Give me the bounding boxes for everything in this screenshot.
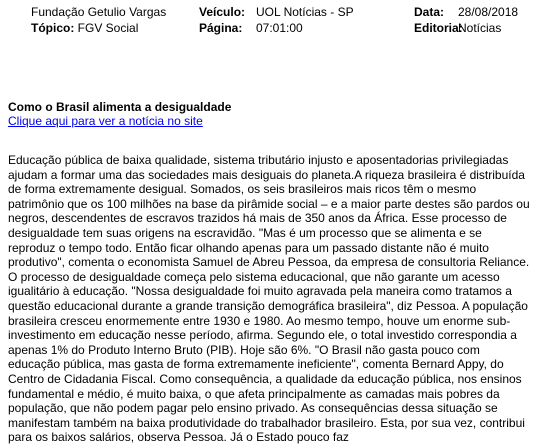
- section-label: Editoria:: [414, 21, 463, 35]
- clipping-metadata: [0, 4, 538, 36]
- topic-group: [31, 20, 138, 36]
- date-value: 28/08/2018: [458, 5, 519, 19]
- section-value: Notícias: [458, 21, 502, 35]
- page-label: Página:: [199, 21, 243, 35]
- article-title: Como o Brasil alimenta a desigualdade: [8, 100, 232, 114]
- topic-value: FGV Social: [77, 21, 139, 35]
- metadata-row-1: [0, 4, 538, 20]
- metadata-row-2: [0, 20, 538, 36]
- vehicle-label: Veículo:: [199, 5, 246, 19]
- vehicle-value: UOL Notícias - SP: [256, 5, 354, 19]
- page-value: 07:01:00: [256, 21, 303, 35]
- view-on-site-link[interactable]: Clique aqui para ver a notícia no site: [8, 114, 203, 128]
- date-label: Data:: [414, 5, 445, 19]
- article-body: Educação pública de baixa qualidade, sistema tributário injusto e aposentadorias privilegiadas ajudam a formar uma das sociedades mais desiguais do planeta.A riqueza brasileira é distribuída de forma extremamente desigual. Somados, os seis brasileiros mais ricos têm o mesmo patrimônio que os 100 milhões na base da pirâmide social – e a maior parte destes são pardos ou negros, descendentes de escravos trazidos há mais de 350 anos da África. Esse processo de desigualdade tem suas origens na escravidão. "Mas é um processo que se alimenta e se reproduz o tempo todo. Então ficar olhando apenas para um passado distante não é muito produtivo", comenta o economista Samuel de Abreu Pessoa, da empresa de consultoria Reliance. O processo de desigualdade começa pelo sistema educacional, que não garante um acesso igualitário à educação. "Nossa desigualdade foi muito agravada pela maneira como tratamos a questão educacional durante a grande transição demográfica brasileira", diz Pessoa. A população brasileira cresceu enormemente entre 1930 e 1980. Ao mesmo tempo, houve um enorme sub-investimento em educação nesse período, afirma. Segundo ele, o total investido correspondia a apenas 1% do Produto Interno Bruto (PIB). Hoje são 6%. "O Brasil não gasta pouco com educação pública, mas gasta de forma extremamente ineficiente", comenta Bernard Appy, do Centro de Cidadania Fiscal. Como consequência, a qualidade da educação pública, nos ensinos fundamental e médio, é muito baixa, o que afeta principalmente as camadas mais pobres da população, que não podem pagar pelo ensino privado. As consequências dessa situação se manifestam também na baixa produtividade do trabalhador brasileiro. Esta, por sua vez, contribui para os baixos salários, observa Pessoa. Já o Estado pouco faz: [8, 153, 530, 445]
- topic-label: Tópico:: [31, 21, 75, 35]
- source-name: Fundação Getulio Vargas: [31, 5, 167, 19]
